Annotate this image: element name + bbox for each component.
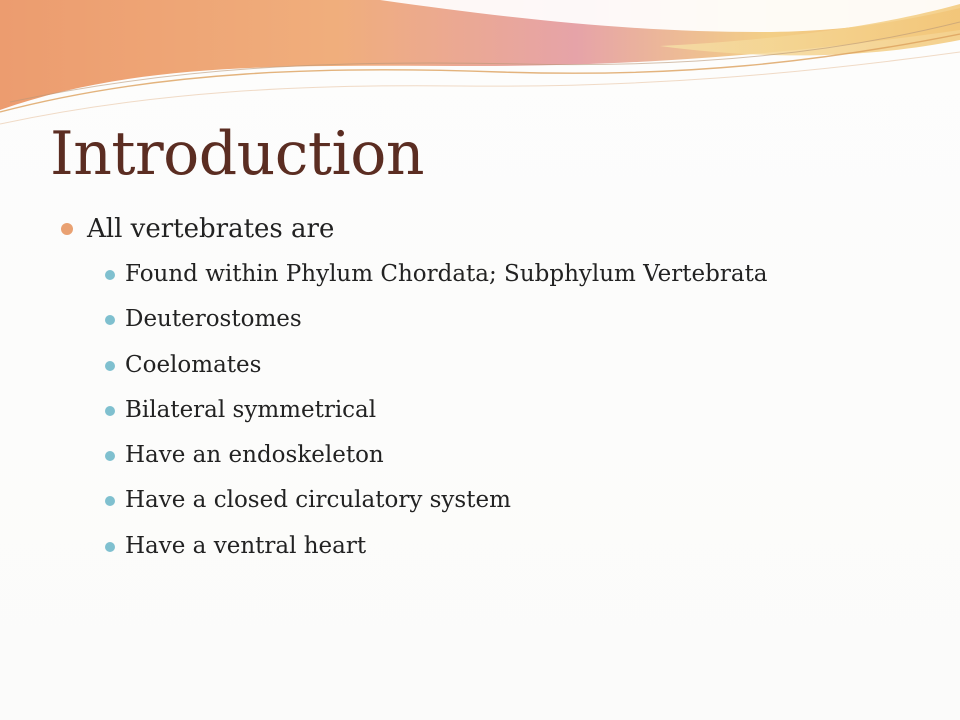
slide-title: Introduction <box>50 119 424 189</box>
bullet-dot-icon <box>105 270 115 280</box>
sub-bullet <box>60 297 940 342</box>
bullet-list <box>60 206 940 569</box>
sub-bullet-text: Deuterostomes <box>125 306 302 333</box>
bullet-dot-icon <box>61 223 73 235</box>
sub-bullet <box>60 433 940 478</box>
bullet-dot-icon <box>105 361 115 371</box>
bullet-dot-icon <box>105 496 115 506</box>
bullet-text: All vertebrates are <box>87 214 335 244</box>
bullet-dot-icon <box>105 406 115 416</box>
sub-bullet <box>60 524 940 569</box>
sub-bullet-text: Have a closed circulatory system <box>125 487 511 514</box>
header-swoosh-decoration <box>0 0 960 130</box>
sub-bullet-list <box>60 252 940 569</box>
bullet-level1 <box>60 206 940 252</box>
bullet-dot-icon <box>105 542 115 552</box>
sub-bullet-text: Coelomates <box>125 351 262 378</box>
sub-bullet <box>60 388 940 433</box>
sub-bullet-text: Have an endoskeleton <box>125 442 384 469</box>
sub-bullet-text: Bilateral symmetrical <box>125 396 377 423</box>
sub-bullet-text: Found within Phylum Chordata; Subphylum Vertebrata <box>125 261 768 287</box>
bullet-dot-icon <box>105 315 115 325</box>
sub-bullet <box>60 252 940 297</box>
sub-bullet-text: Have a ventral heart <box>125 532 367 559</box>
sub-bullet <box>60 343 940 388</box>
bullet-dot-icon <box>105 451 115 461</box>
sub-bullet <box>60 478 940 523</box>
